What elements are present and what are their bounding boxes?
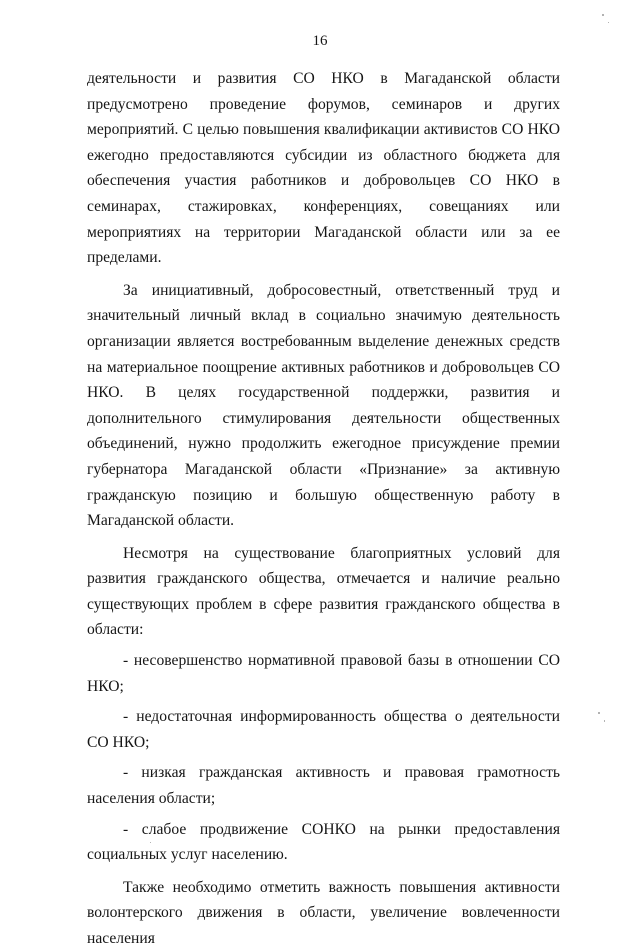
page-number: 16 xyxy=(312,33,328,49)
paragraph-volunteering: Также необходимо отметить важность повышения активности волонтерского движения в области, увеличение вовлеченности населения xyxy=(87,878,560,947)
paragraph-ngo-awards: За инициативный, добросовестный, ответственный труд и значительный личный вклад в социально значимую деятельность организации является востребованным выделение денежных средств на материальное поощрение активных работников и добровольцев СО НКО. В целях государственной поддержки, развития и дополнительного стимулирования деятельности общественных объединений, нужно продолжить ежегодное присуждение премии губернатора Магаданской области «Признание» за активную гражданскую позицию и большую общественную работу в Магаданской области. xyxy=(87,281,560,530)
scan-speck xyxy=(602,14,604,16)
list-item-social-services: - слабое продвижение СОНКО на рынки предоставления социальных услуг населению. xyxy=(87,820,560,864)
scan-speck xyxy=(150,842,151,843)
scan-speck xyxy=(604,720,605,722)
list-item-civic-activity: - низкая гражданская активность и правовая грамотность населения области; xyxy=(87,764,560,808)
scan-speck xyxy=(598,712,600,714)
list-item-legal-base: - несовершенство нормативной правовой базы в отношении СО НКО; xyxy=(87,652,560,695)
document-body xyxy=(87,66,560,952)
paragraph-problems-intro: Несмотря на существование благоприятных условий для развития гражданского общества, отмечается и наличие реально существующих проблем в сфере развития гражданского общества в области: xyxy=(87,544,560,639)
list-item-awareness: - недостаточная информированность общества о деятельности СО НКО; xyxy=(87,708,560,751)
paragraph-ngo-events: деятельности и развития СО НКО в Магаданской области предусмотрено проведение форумов, семинаров и других мероприятий. С целью повышения квалификации активистов СО НКО ежегодно предоставляются субсидии из областного бюджета для обеспечения участия работников и добровольцев СО НКО в семинарах, стажировках, конференциях, совещаниях или мероприятиях на территории Магаданской области или за ее пределами. xyxy=(87,70,560,267)
scan-speck xyxy=(608,22,609,23)
